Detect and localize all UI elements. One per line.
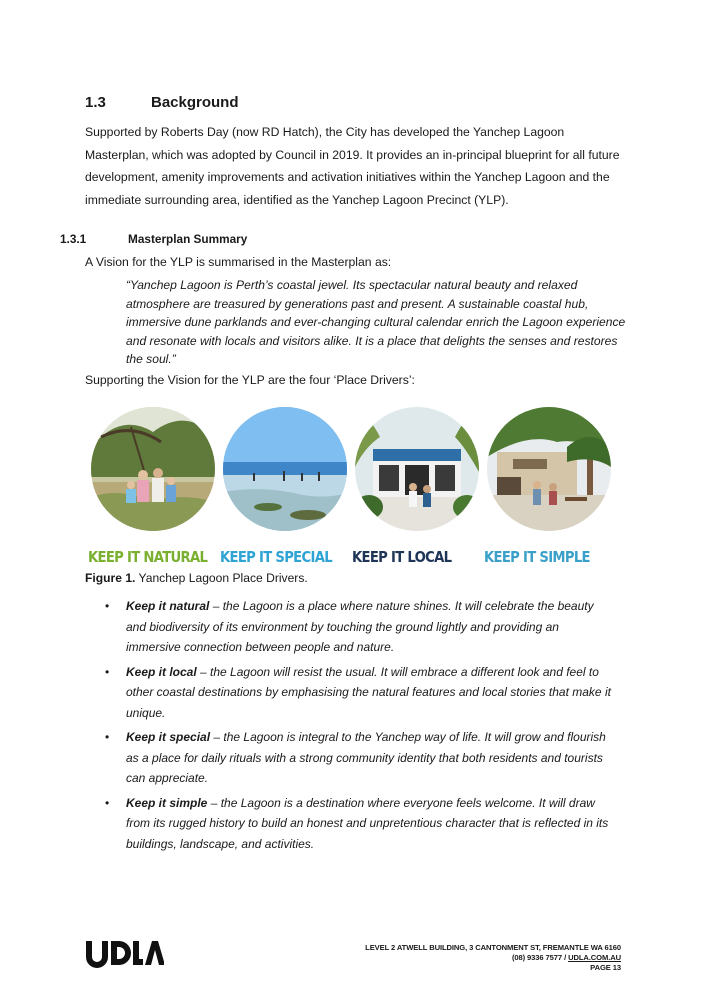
subsection-heading	[60, 232, 247, 246]
bullet-description: – the Lagoon is integral to the Yanchep way of life. It will grow and flourish as a place for daily rituals with a strong community identity that both residents and tourists can appreciate.	[126, 730, 606, 785]
footer-phone: (08) 9336 7577	[511, 953, 563, 962]
list-item	[0, 662, 705, 724]
place-driver-natural	[88, 400, 216, 572]
footer-address: LEVEL 2 ATWELL BUILDING, 3 CANTONMENT ST, FREMANTLE WA 6160	[365, 943, 621, 952]
figure-caption-label: Figure 1.	[85, 571, 136, 585]
udla-logo	[84, 938, 164, 968]
bullet-text	[126, 793, 616, 855]
bullet-term: Keep it natural	[126, 599, 210, 613]
list-item	[0, 793, 705, 855]
bullet-description: – the Lagoon is a destination where everyone feels welcome. It will draw from its rugged history to build an honest and unpretentious character that is reflected in its buildings, landscape, and activities.	[126, 795, 609, 851]
figure-caption	[85, 571, 308, 585]
place-driver-simple	[484, 400, 612, 572]
bullet-text	[126, 596, 616, 658]
vision-intro: A Vision for the YLP is summarised in the Masterplan as:	[85, 255, 392, 269]
bullet-text	[126, 727, 616, 789]
bullet-dot: •	[105, 795, 110, 810]
page-footer	[365, 943, 621, 973]
footer-separator: /	[562, 953, 569, 962]
list-item	[0, 596, 705, 658]
place-driver-local	[352, 400, 480, 572]
footer-contact	[365, 953, 621, 963]
bullet-term: Keep it simple	[126, 795, 208, 810]
special-photo	[223, 407, 347, 531]
vision-quote: “Yanchep Lagoon is Perth’s coastal jewel. Its spectacular natural beauty and relaxed atmosphere are treasured by generations past and present. A sustainable coastal hub, immersive dune parklands and ever-changing cultural calendar enrich the Lagoon experience and resonate with locals and visitors alike. It is a place that delights the senses and restores the soul.”	[126, 278, 626, 367]
driver-label-natural: KEEP IT NATURAL	[88, 548, 208, 566]
bullet-dot: •	[105, 599, 110, 613]
bullet-description: – the Lagoon is a place where nature shines. It will celebrate the beauty and biodiversity of its environment by touching the ground lightly and providing an immersive connection between people and nature.	[126, 599, 594, 654]
footer-website-link[interactable]: UDLA.COM.AU	[568, 953, 621, 962]
list-item	[0, 727, 705, 789]
section-title: Background	[151, 94, 239, 111]
bullet-text	[126, 662, 616, 724]
footer-page-number: PAGE 13	[590, 963, 621, 972]
simple-photo	[487, 407, 611, 531]
bullet-description: – the Lagoon will resist the usual. It will embrace a different look and feel to other coastal destinations by emphasising the natural features and local stories that make it unique.	[126, 664, 611, 720]
local-photo	[355, 407, 479, 531]
subsection-number: 1.3.1	[60, 232, 87, 246]
section-heading	[85, 94, 239, 111]
section-number: 1.3	[85, 94, 106, 111]
bullet-term: Keep it special	[126, 730, 211, 744]
driver-label-special: KEEP IT SPECIAL	[220, 548, 332, 566]
bullet-dot: •	[105, 730, 110, 744]
natural-photo	[91, 407, 215, 531]
drivers-intro: Supporting the Vision for the YLP are the four ‘Place Drivers’:	[85, 373, 415, 387]
subsection-title: Masterplan Summary	[128, 232, 248, 246]
driver-label-simple: KEEP IT SIMPLE	[484, 548, 590, 566]
figure-caption-text: Yanchep Lagoon Place Drivers.	[135, 571, 308, 585]
place-drivers-figure	[88, 400, 624, 572]
bullet-term: Keep it local	[126, 664, 197, 679]
place-driver-special	[220, 400, 348, 572]
bullet-dot: •	[105, 664, 110, 679]
background-paragraph: Supported by Roberts Day (now RD Hatch), the City has developed the Yanchep Lagoon Masterplan, which was adopted by Council in 2019. It provides an in-principal blueprint for all future development, amenity improvements and activation initiatives within the Yanchep Lagoon and the immediate surrounding area, identified as the Yanchep Lagoon Precinct (YLP).	[85, 125, 620, 207]
driver-label-local: KEEP IT LOCAL	[352, 548, 452, 566]
place-driver-list	[0, 596, 705, 858]
